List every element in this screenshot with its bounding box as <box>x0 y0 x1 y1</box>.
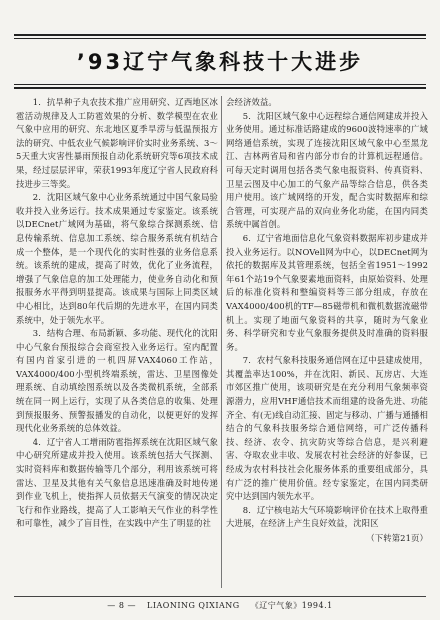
left-column <box>16 96 218 588</box>
journal-issue: 《辽宁气象》1994.1 <box>250 601 333 610</box>
page-number: — 8 — <box>107 601 136 610</box>
paragraph-item-4-continued: 会经济效益。 <box>226 97 277 107</box>
paragraph-item-5: 5．沈阳区域气象中心远程综合通信网建成并投入业务使用。通过标准话路建成的9600波特速率的广域网络通信系统，实现了连接沈阳区域气象中心至黑龙江、吉林两省局和省内部分市台的计算机远程通信。可每天定时调用包括各类气象电报资料、传真资料、卫星云图及中心加工的气象产品等综合信息，供各类用户使用。该广域网络的开发，配合实时数据库和综合管理，可实现产品的双向业务化功能，在国内同类系统中属首创。 <box>226 110 428 230</box>
paragraph-item-7: 7．农村气象科技服务通信网在辽中县建成使用，其覆盖率达100%，并在沈阳、新民、瓦房店、大连市郊区推广使用，该项研究是在充分利用气象频率资源潜力，应用VHF通信技术而组建的设备先进、功能齐全、有(无)线自动汇接、固定与移动、广播与通播相结合的气象科技服务综合通信网络，可广泛传播科技、经济、农令、抗灾防灾等综合信息，是兴利避害、夺取农业丰收、发展农村社会经济的好参谋，已经成为农村科技社会化服务体系的重要组成部分，具有广泛的推广使用价值。经专家鉴定，在国内同类研究中达到国内领先水平。 <box>226 355 428 502</box>
paragraph-item-2: 2．沈阳区域气象中心业务系统通过中国气象局验收并投入业务运行。技术成果通过专家鉴定。该系统以DECnet广域网为基础，将气象综合探测系统、信息传输系统、信息加工系统、综合服务系统有机结合成一个整体，是一个现代化的实时性强的业务信息系统。该系统的建成，提高了时效，优化了业务流程，增强了气象信息的加工处理能力，使业务自动化和预报服务水平得到明显提高。该成果与国际上同类区域中心相比，达到80年代后期的先进水平，在国内同类系统中，处于领先水平。 <box>16 192 218 325</box>
page-footer <box>0 600 440 611</box>
title-rule-top-thin <box>14 38 426 39</box>
paragraph-item-6: 6．辽宁省地面信息化气象资料数据库初步建成并投入业务运行。以NOVell网为中心，以DECnet网为依托的数据库及其管理系统，包括全省1951～1992年61个站19个气象要素地面资料，由原始资料、处理后的标准化资料和整编资料等三部分组成，存放在VAX4000/400机的TF—85磁带机和微机数据流磁带机上。实现了地面气象资料的共享，随时为气象业务、科学研究和专业气象服务提供及时准确的资料服务。 <box>226 232 428 352</box>
right-column <box>226 96 428 588</box>
paragraph-item-4: 4．辽宁省人工增雨防雹指挥系统在沈阳区域气象中心研究所建成并投入使用。该系统包括大气探测、实时资料库和数据传输等几个部分，利用该系统可将雷达、卫星及其他有关气象信息迅速准确及时地传递到作业飞机上，使指挥人员依据天气演变的情况决定飞行和作业路线，提高了人工影响天气作业的科学性和可靠性，减少了盲目性，在实践中产生了明显的社 <box>16 436 218 529</box>
continued-note: （下转第21页） <box>366 533 428 543</box>
article-body <box>16 96 426 588</box>
title-rule-bottom <box>14 87 426 89</box>
title-rule-top <box>14 34 426 36</box>
column-divider <box>221 96 222 588</box>
footer-rule <box>14 596 426 597</box>
paragraph-item-1: 1．抗旱种子丸农技术推广应用研究、辽西地区冰雹活动规律及人工防雹效果的分析、数学模型在农业气象中应用的研究、东北地区夏季旱涝与低温预报方法的研究、中低农业气候影响评价实时业务系统、3～5天重大灾害性暴雨预报自动化系统研究等6项技术成果，经过层层评审，荣获1993年度辽宁省人民政府科技进步三等奖。 <box>16 97 218 189</box>
journal-pinyin: LIAONING QIXIANG <box>147 601 240 610</box>
paragraph-item-3: 3．结构合理、布局新颖、多功能、现代化的沈阳中心气象台预报综合会商室投入业务运行。室内配置有国内首家引进的一机四屏VAX4060工作站，VAX4000/400小型机终端系统，雷达、卫星图像处理系统、自动填绘图系统以及各类微机系统，全部系统在同一网上运行，实现了从各类信息的收集、处理到预报服务、预警报播发的自动化，以便更好的发挥现代化业务系统的总体效益。 <box>16 328 218 434</box>
paragraph-item-8: 8．辽宁核电站大气环境影响评价在技术上取得重大进展，在经济上产生良好效益，沈阳区 <box>226 504 428 529</box>
article-title: ’93辽宁气象科技十大进步 <box>76 50 364 74</box>
title-rule-bottom-thin <box>14 84 426 85</box>
